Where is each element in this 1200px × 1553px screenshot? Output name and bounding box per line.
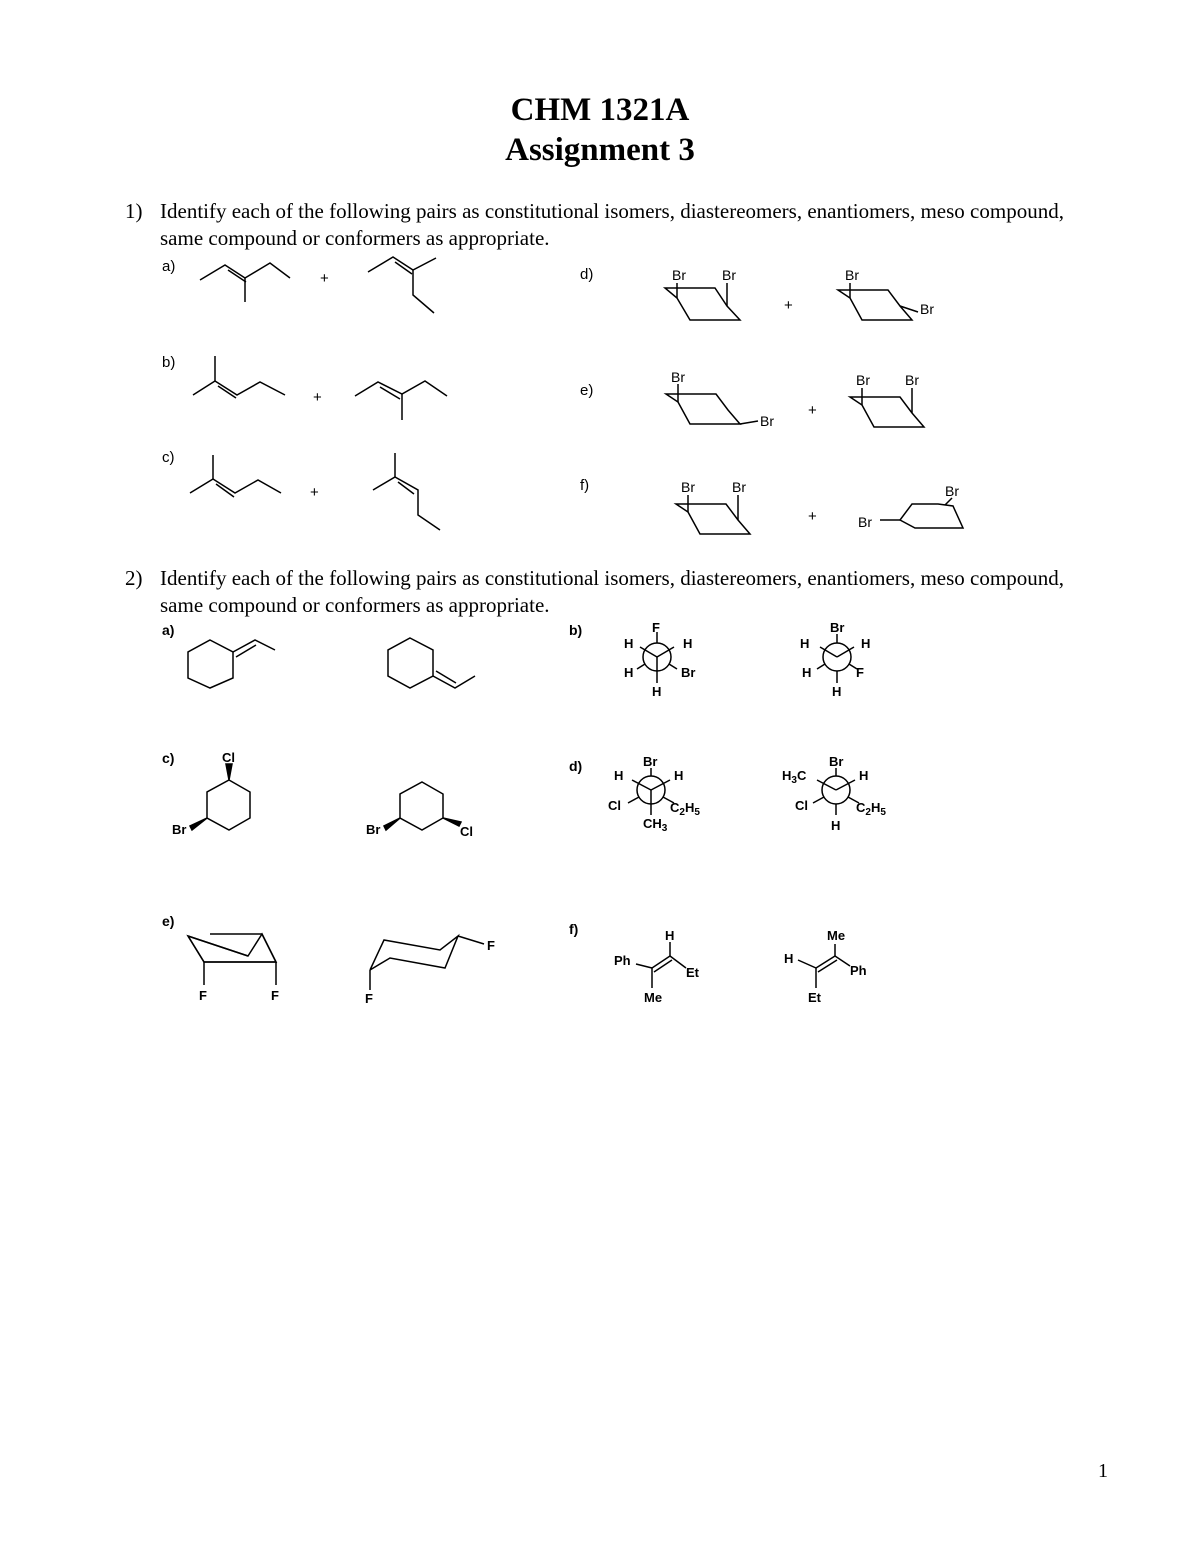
q1e-right-chair bbox=[850, 372, 924, 427]
q1-label-c: c) bbox=[162, 449, 175, 466]
q1d-left-br2: Br bbox=[722, 267, 736, 283]
q1f-left-chair bbox=[676, 479, 750, 534]
question-2-number: 2) bbox=[125, 566, 143, 590]
svg-text:Br: Br bbox=[829, 754, 844, 769]
question-2-text: Identify each of the following pairs as constitutional isomers, diastereomers, enantiomers, meso compound, same compound or conformers as appropriate. bbox=[160, 566, 1064, 617]
question-2 bbox=[0, 565, 1200, 625]
q1-plus-e: + bbox=[808, 402, 817, 419]
q2c-right-structure bbox=[366, 782, 473, 839]
q1a-right-structure bbox=[368, 257, 436, 313]
svg-text:H: H bbox=[624, 636, 634, 651]
q1d-right-br1: Br bbox=[845, 267, 859, 283]
q2-label-a: a) bbox=[162, 622, 175, 638]
svg-text:Ph: Ph bbox=[614, 953, 631, 968]
svg-text:C2H5: $C_2H_5$ bbox=[670, 800, 700, 818]
q1e-right-br2: Br bbox=[905, 372, 919, 388]
q1-label-b: b) bbox=[162, 354, 176, 371]
q2b-left-newman bbox=[624, 620, 695, 699]
q1-plus-c: + bbox=[310, 484, 319, 501]
svg-text:F: F bbox=[487, 938, 495, 953]
page-number: 1 bbox=[1098, 1460, 1108, 1482]
question-1-number: 1) bbox=[125, 199, 143, 223]
q1d-right-br2: Br bbox=[920, 301, 934, 317]
q1f-right-br1: Br bbox=[858, 514, 872, 530]
q1e-left-br1: Br bbox=[671, 369, 685, 385]
svg-text:Br: Br bbox=[830, 620, 845, 635]
svg-text:H: H bbox=[784, 951, 794, 966]
q1-plus-f: + bbox=[808, 508, 817, 525]
svg-text:Et: Et bbox=[686, 965, 699, 980]
svg-text:C2H5: $C_2H_5$ bbox=[856, 800, 886, 818]
svg-text:Me: Me bbox=[827, 928, 846, 943]
q1-label-f: f) bbox=[580, 477, 590, 494]
q1d-right-chair bbox=[838, 267, 934, 320]
svg-text:Cl: Cl bbox=[222, 750, 235, 765]
svg-text:F: F bbox=[199, 988, 207, 1003]
svg-text:H: H bbox=[832, 684, 842, 699]
svg-text:H: H bbox=[652, 684, 662, 699]
svg-text:Cl: Cl bbox=[608, 798, 621, 813]
svg-text:H: H bbox=[624, 665, 634, 680]
svg-text:H: H bbox=[614, 768, 624, 783]
question-1-text: Identify each of the following pairs as constitutional isomers, diastereomers, enantiomers, meso compound, same compound or conformers as appropriate. bbox=[160, 199, 1064, 250]
q1b-right-structure bbox=[355, 381, 447, 420]
course-title: CHM 1321A bbox=[510, 92, 690, 128]
q2e-left-chair bbox=[188, 934, 279, 1003]
q2a-right-structure bbox=[388, 638, 475, 688]
q1-plus-b: + bbox=[313, 389, 322, 406]
svg-text:Br: Br bbox=[172, 822, 187, 837]
q1e-left-br2: Br bbox=[760, 413, 774, 429]
svg-text:Ph: Ph bbox=[850, 963, 867, 978]
q1c-left-structure bbox=[190, 455, 281, 497]
svg-text:Br: Br bbox=[681, 665, 696, 680]
svg-text:H: H bbox=[859, 768, 869, 783]
q2-label-c: c) bbox=[162, 750, 175, 766]
svg-text:H: H bbox=[802, 665, 812, 680]
q1e-left-chair bbox=[666, 369, 774, 429]
q2a-left-structure bbox=[188, 640, 275, 688]
svg-text:Cl: Cl bbox=[795, 798, 808, 813]
svg-text:Cl: Cl bbox=[460, 824, 473, 839]
q1-label-e: e) bbox=[580, 382, 594, 399]
q1c-right-structure bbox=[373, 453, 440, 530]
q1-label-d: d) bbox=[580, 266, 594, 283]
svg-text:CH3: $CH_3$ bbox=[643, 816, 668, 834]
q1f-left-br2: Br bbox=[732, 479, 746, 495]
svg-text:F: F bbox=[271, 988, 279, 1003]
svg-text:H: H bbox=[800, 636, 810, 651]
svg-text:F: F bbox=[652, 620, 660, 635]
svg-text:F: F bbox=[365, 991, 373, 1006]
q2-label-f: f) bbox=[569, 921, 579, 937]
svg-text:H: H bbox=[831, 818, 841, 833]
assignment-title: Assignment 3 bbox=[505, 132, 695, 168]
q2f-right-alkene bbox=[784, 928, 867, 1005]
q2d-left-newman bbox=[608, 754, 700, 834]
q2-label-d: d) bbox=[569, 758, 583, 774]
q1e-right-br1: Br bbox=[856, 372, 870, 388]
q1a-left-structure bbox=[200, 263, 290, 302]
q2b-right-newman bbox=[800, 620, 870, 699]
svg-text:H3C: $H_3C$ bbox=[782, 768, 807, 786]
q1-plus-a: + bbox=[320, 270, 329, 287]
q2-label-e: e) bbox=[162, 913, 175, 929]
svg-text:Br: Br bbox=[366, 822, 381, 837]
svg-text:H: H bbox=[861, 636, 871, 651]
q2f-left-alkene bbox=[614, 928, 700, 1005]
q1-label-a: a) bbox=[162, 258, 176, 275]
svg-text:F: F bbox=[856, 665, 864, 680]
svg-text:Et: Et bbox=[808, 990, 821, 1005]
q1d-left-chair bbox=[665, 267, 740, 320]
q2-label-b: b) bbox=[569, 622, 583, 638]
svg-text:Me: Me bbox=[644, 990, 663, 1005]
q2d-right-newman bbox=[782, 754, 886, 833]
q1d-left-br1: Br bbox=[672, 267, 686, 283]
svg-text:Br: Br bbox=[643, 754, 658, 769]
q2e-right-chair bbox=[365, 936, 495, 1006]
q1f-right-br2: Br bbox=[945, 483, 959, 499]
svg-text:H: H bbox=[665, 928, 675, 943]
svg-text:H: H bbox=[674, 768, 684, 783]
q1f-left-br1: Br bbox=[681, 479, 695, 495]
q1f-right-chair bbox=[858, 483, 963, 530]
q2c-left-structure bbox=[172, 750, 250, 837]
q1b-left-structure bbox=[193, 356, 285, 398]
svg-text:H: H bbox=[683, 636, 693, 651]
q1-plus-d: + bbox=[784, 297, 793, 314]
